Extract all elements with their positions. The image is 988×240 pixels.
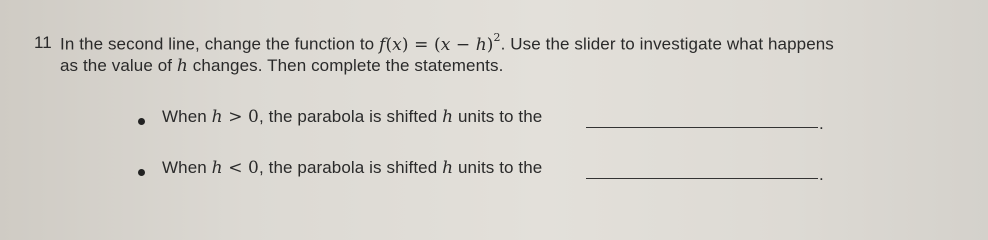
statement-period: . [819, 165, 824, 184]
answer-blank-2[interactable] [586, 178, 818, 179]
statement-period: . [819, 114, 824, 133]
question-line-1 [60, 33, 834, 55]
math-symbol: h [442, 158, 454, 178]
question-text-part: as the value of [60, 56, 177, 75]
math-symbol: x [440, 34, 451, 55]
statement-text: units to the [453, 107, 543, 126]
math-symbol: = ( [408, 34, 441, 55]
statement-1 [162, 107, 542, 127]
math-symbol: h [442, 107, 454, 127]
math-symbol: h [211, 158, 223, 178]
question-text-part: . Use the slider to investigate what happens [500, 34, 834, 54]
statement-text: units to the [453, 158, 543, 177]
question-text-part: In the second line, change the function to [60, 34, 380, 54]
math-symbol: x [392, 34, 402, 55]
statement-text: , the parabola is shifted [258, 107, 443, 126]
math-exponent: 2 [493, 31, 501, 44]
math-symbol: h [211, 107, 223, 127]
statement-text: When [162, 107, 212, 126]
statement-text: When [162, 158, 212, 177]
math-symbol: ) [486, 34, 494, 55]
question-number: 11 [34, 33, 52, 52]
math-symbol: h [475, 34, 487, 55]
math-symbol: f [379, 34, 386, 55]
bullet-icon [138, 118, 145, 125]
question-text-part: changes. Then complete the statements. [187, 56, 504, 75]
function-expression: $f(x) = (x - h)^2$ [379, 31, 501, 55]
statement-2 [162, 158, 542, 178]
statement-text: , the parabola is shifted [258, 158, 443, 177]
math-relation: > 0 [222, 107, 259, 127]
question-line-2 [60, 56, 503, 76]
math-symbol: − [450, 34, 476, 55]
math-symbol: h [176, 56, 188, 76]
math-relation: < 0 [222, 158, 259, 178]
bullet-icon [138, 169, 145, 176]
answer-blank-1[interactable] [586, 127, 818, 128]
